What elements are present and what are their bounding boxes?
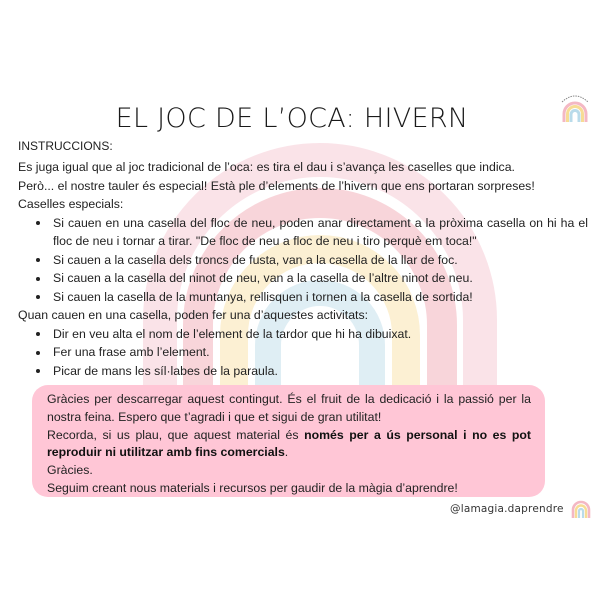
page-title: EL JOC DE L’OCA: HIVERN	[115, 103, 469, 134]
notice-license-end: .	[284, 445, 289, 460]
intro-paragraph-1: Es juga igual que al joc tradicional de l’oca: es tira el dau i s’avança les caselles que indica.	[18, 160, 515, 174]
list-item: Dir en veu alta el nom de l’element de la tardor que hi ha dibuixat.	[45, 325, 588, 344]
notice-license-bold: només per a ús personal i no es pot reproduir ni utilitzar amb fins comercials	[47, 427, 532, 460]
list-item: Picar de mans les síl·labes de la paraula.	[45, 362, 588, 381]
footer-rainbow-icon	[571, 500, 591, 518]
notice-gracies: Gràcies.	[47, 463, 93, 478]
footer	[450, 500, 591, 518]
list-item: Si cauen a la casella del ninot de neu, van a la casella de l’altre ninot de neu.	[45, 269, 588, 288]
notice-license	[47, 427, 531, 463]
special-squares-list	[18, 214, 588, 307]
list-item: Si cauen en una casella del floc de neu, poden anar directament a la pròxima casella on hi ha el floc de neu i tornar a tirar. "De floc de neu a floc de neu i tiro perquè em toca!"	[45, 214, 588, 251]
social-handle: @lamagia.daprendre	[450, 503, 564, 515]
thank-you-notice	[32, 385, 545, 497]
list-item: Fer una frase amb l’element.	[45, 343, 588, 362]
activities-list	[18, 325, 588, 381]
special-squares-heading: Caselles especials:	[18, 197, 124, 211]
activities-heading: Quan cauen en una casella, poden fer una d’aquestes activitats:	[18, 308, 369, 322]
instructions-heading: INSTRUCCIONS:	[18, 139, 113, 153]
notice-thanks: Gràcies per descarregar aquest contingut. És el fruit de la dedicació i la passió per la nostra feina. Espero que t’agradi i que et sigui de gran utilitat!	[47, 392, 531, 424]
notice-closing: Seguim creant nous materials i recursos per gaudir de la màgia d’aprendre!	[47, 480, 458, 495]
list-item: Si cauen a la casella dels troncs de fusta, van a la casella de la llar de foc.	[45, 251, 588, 270]
instructions-body	[18, 158, 588, 380]
list-item: Si cauen la casella de la muntanya, rellisquen i tornen a la casella de sortida!	[45, 288, 588, 307]
notice-license-text: Recorda, si us plau, que aquest material és	[47, 427, 305, 442]
intro-paragraph-2: Però... el nostre tauler és especial! Està ple d’elements de l’hivern que ens portaran sorpreses!	[18, 178, 535, 193]
